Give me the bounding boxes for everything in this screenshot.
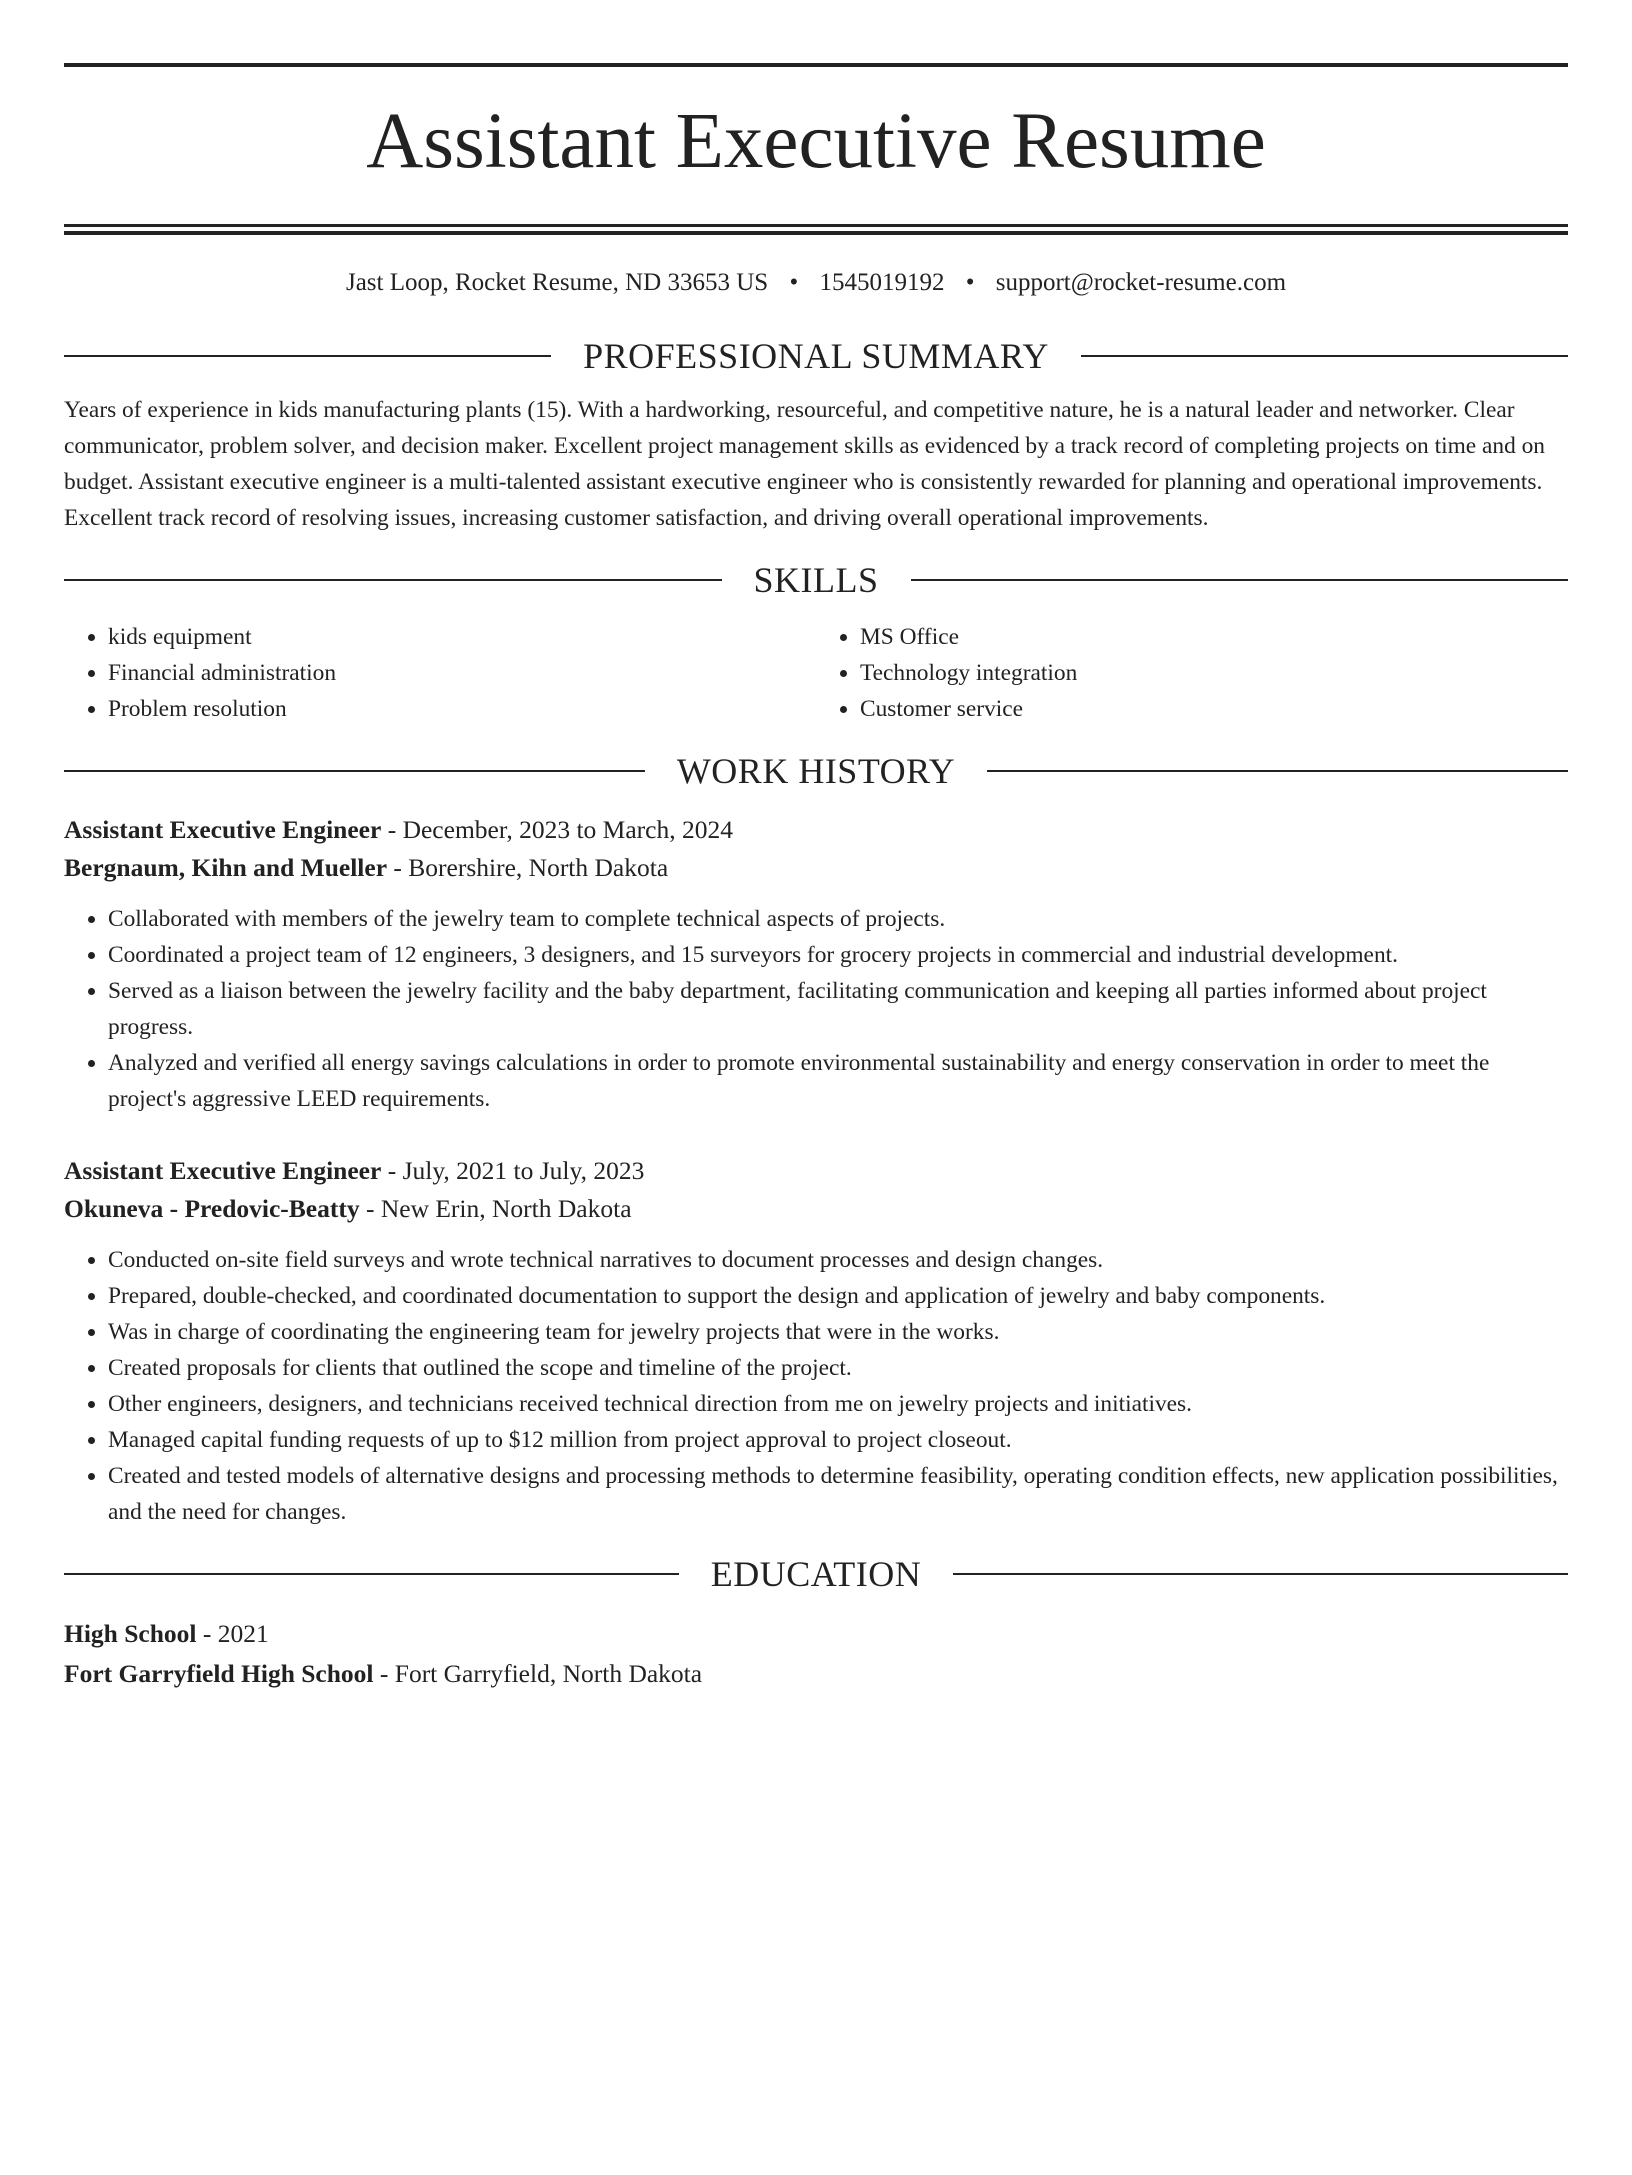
section-rule	[953, 1573, 1568, 1575]
education-degree: High School	[64, 1619, 197, 1648]
section-title: PROFESSIONAL SUMMARY	[583, 336, 1049, 376]
job-bullets	[64, 1242, 1568, 1530]
education-school-line	[64, 1654, 1568, 1694]
skills-column-left	[64, 619, 816, 727]
contact-line	[64, 266, 1568, 300]
job-bullet: • Analyzed and verified all energy savings calculations in order to promote environmental sustainability and energy conservation in order to meet the project's aggressive LEED requirements.	[108, 1045, 1568, 1117]
section-header-education	[64, 1552, 1568, 1596]
job-bullets	[64, 901, 1568, 1117]
job-company-line	[64, 1190, 1568, 1228]
section-header-work	[64, 749, 1568, 793]
contact-address: Jast Loop, Rocket Resume, ND 33653 US	[345, 269, 769, 296]
job-bullet: • Created proposals for clients that outlined the scope and timeline of the project.	[108, 1350, 1568, 1386]
job-company: Okuneva - Predovic-Beatty	[64, 1194, 360, 1223]
section-rule	[64, 770, 645, 772]
job-bullet: • Served as a liaison between the jewelry facility and the baby department, facilitating communication and keeping all parties informed about project progress.	[108, 973, 1568, 1045]
section-rule	[911, 579, 1569, 581]
education-degree-line	[64, 1614, 1568, 1654]
skills-column-right	[816, 619, 1568, 727]
job-location: - Borershire, North Dakota	[387, 853, 669, 882]
job-company: Bergnaum, Kihn and Mueller	[64, 853, 388, 882]
top-rule	[64, 63, 1568, 67]
skill-item: • kids equipment	[108, 619, 816, 655]
job-title: Assistant Executive Engineer	[64, 1156, 382, 1185]
job-title-line	[64, 1152, 1568, 1190]
section-rule	[64, 1573, 679, 1575]
section-title: WORK HISTORY	[676, 751, 956, 791]
section-rule	[987, 770, 1568, 772]
job-entry	[64, 811, 1568, 1117]
section-title: SKILLS	[753, 560, 879, 600]
section-rule	[64, 579, 722, 581]
job-bullet: • Coordinated a project team of 12 engineers, 3 designers, and 15 surveyors for grocery projects in commercial and industrial development.	[108, 937, 1568, 973]
job-dates: - July, 2021 to July, 2023	[381, 1156, 645, 1185]
skill-item: • MS Office	[860, 619, 1568, 655]
job-bullet: • Other engineers, designers, and technicians received technical direction from me on jewelry projects and initiatives.	[108, 1386, 1568, 1422]
job-bullet: • Created and tested models of alternative designs and processing methods to determine feasibility, operating condition effects, new application possibilities, and the need for changes.	[108, 1458, 1568, 1530]
job-title-line	[64, 811, 1568, 849]
job-dates: - December, 2023 to March, 2024	[381, 815, 733, 844]
job-bullet: • Managed capital funding requests of up to $12 million from project approval to project closeout.	[108, 1422, 1568, 1458]
job-company-line	[64, 849, 1568, 887]
education-year: - 2021	[196, 1619, 269, 1648]
resume-title: Assistant Executive Resume	[366, 98, 1266, 185]
job-location: - New Erin, North Dakota	[359, 1194, 632, 1223]
title-double-rule	[64, 224, 1568, 235]
contact-email: support@rocket-resume.com	[995, 269, 1287, 296]
summary-text: Years of experience in kids manufacturing plants (15). With a hardworking, resourceful, and competitive nature, he is a natural leader and networker. Clear communicator, problem solver, and decision maker. Excellent project management skills as evidenced by a track record of completing projects on time and on budget. Assistant executive engineer is a multi-talented assistant executive engineer who is consistently rewarded for planning and operational improvements. Excellent track record of resolving issues, increasing customer satisfaction, and driving overall operational improvements.	[64, 397, 1545, 531]
section-header-summary	[64, 334, 1568, 378]
contact-phone: 1545019192	[819, 269, 945, 296]
contact-separator: •	[789, 269, 799, 296]
job-bullet: • Collaborated with members of the jewelry team to complete technical aspects of projects.	[108, 901, 1568, 937]
skill-item: • Financial administration	[108, 655, 816, 691]
education-location: - Fort Garryfield, North Dakota	[373, 1659, 703, 1688]
job-bullet: • Conducted on-site field surveys and wrote technical narratives to document processes and design changes.	[108, 1242, 1568, 1278]
job-bullet: • Was in charge of coordinating the engineering team for jewelry projects that were in the works.	[108, 1314, 1568, 1350]
section-rule	[1081, 355, 1568, 357]
job-entry	[64, 1152, 1568, 1530]
skill-item: • Technology integration	[860, 655, 1568, 691]
job-title: Assistant Executive Engineer	[64, 815, 382, 844]
section-rule	[64, 355, 551, 357]
skill-item: • Problem resolution	[108, 691, 816, 727]
education-school: Fort Garryfield High School	[64, 1659, 374, 1688]
section-title: EDUCATION	[710, 1554, 922, 1594]
skills-list	[64, 619, 1568, 727]
contact-separator: •	[965, 269, 975, 296]
resume-page	[0, 63, 1632, 2175]
job-bullet: • Prepared, double-checked, and coordinated documentation to support the design and application of jewelry and baby components.	[108, 1278, 1568, 1314]
skill-item: • Customer service	[860, 691, 1568, 727]
section-header-skills	[64, 558, 1568, 602]
